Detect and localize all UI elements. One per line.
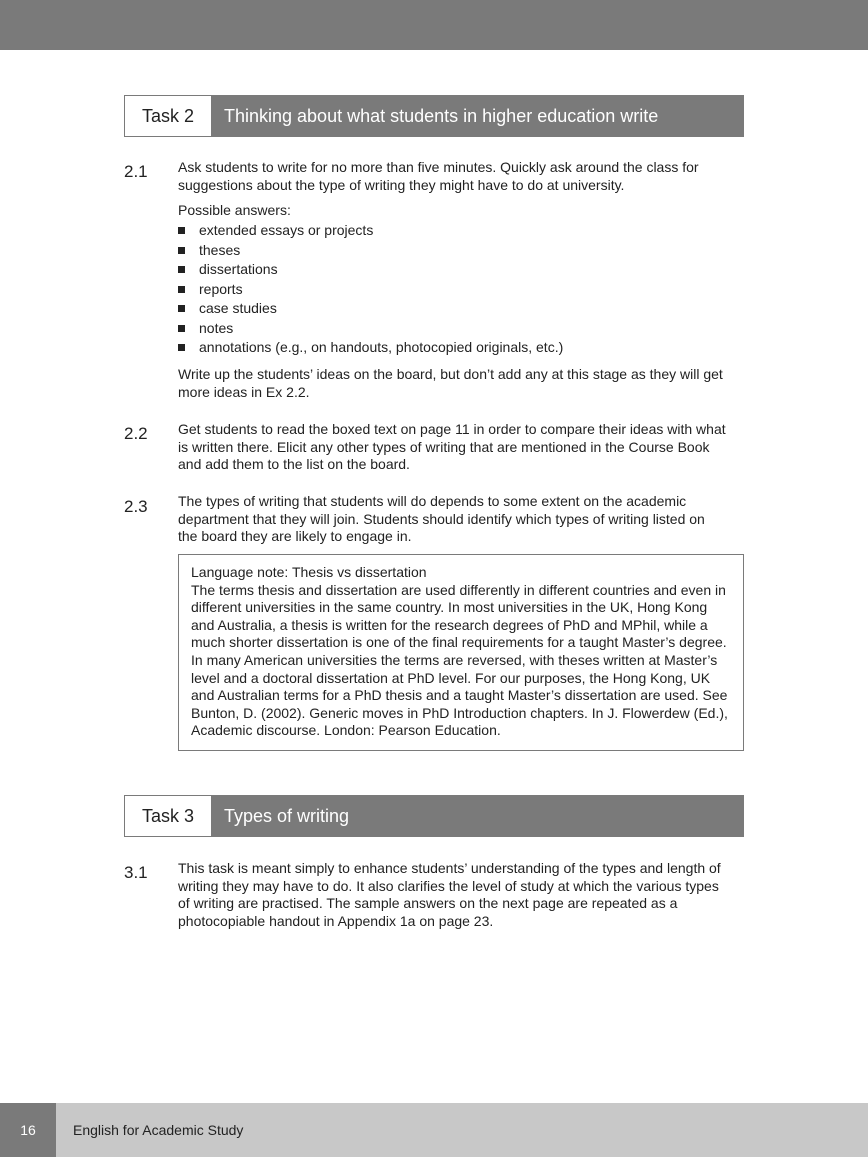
bullet-square-icon [178,247,185,254]
possible-answers-list [178,221,563,358]
page-number: 16 [0,1103,56,1157]
item-3-1-text: This task is meant simply to enhance students’ understanding of the types and length of writing they may have to do. It also clarifies the level of study at which the various types of writing are practised. The sample answers on the next page are repeated as a photocopiable handout in Appendix 1a on page 23. [178,860,721,929]
bullet-square-icon [178,227,185,234]
item-2-1-followup: Write up the students’ ideas on the board, but don’t add any at this stage as they will get more ideas in Ex 2.2. [178,366,723,400]
book-title: English for Academic Study [73,1122,244,1138]
language-note-title: Language note: Thesis vs dissertation [191,564,427,580]
list-item: annotations (e.g., on handouts, photocopied originals, etc.) [178,338,563,358]
item-number-2-2: 2.2 [124,424,148,443]
bullet-square-icon [178,286,185,293]
bullet-square-icon [178,305,185,312]
bullet-square-icon [178,266,185,273]
list-item: theses [178,241,563,261]
item-2-1-text: Ask students to write for no more than five minutes. Quickly ask around the class for suggestions about the type of writing they might have to do at university. [178,159,699,193]
item-number-3-1: 3.1 [124,863,148,882]
list-item: notes [178,319,563,339]
list-item: case studies [178,299,563,319]
task-2-header [124,95,744,137]
item-number-2-1: 2.1 [124,162,148,181]
page-footer [0,1103,868,1157]
top-banner [0,0,868,50]
item-number-2-3: 2.3 [124,497,148,516]
bullet-square-icon [178,344,185,351]
language-note-box [178,554,744,751]
task-2-title: Thinking about what students in higher education write [212,95,744,137]
bullet-square-icon [178,325,185,332]
possible-answers-heading: Possible answers: [178,202,291,218]
task-3-title: Types of writing [212,795,744,837]
language-note-body: The terms thesis and dissertation are used differently in different countries and even in different universities in the same country. In most universities in the UK, Hong Kong and Australia, a thesis is written for the research degrees of PhD and MPhil, while a much shorter dissertation is one of the final requirements for a taught Master’s degree. In many American universities the terms are reversed, with theses written at Master’s level and a doctoral dissertation at PhD level. For our purposes, the Hong Kong, UK and Australian terms for a PhD thesis and a taught Master’s dissertation are used. See Bunton, D. (2002). Generic moves in PhD Introduction chapters. In J. Flowerdew (Ed.), Academic discourse. London: Pearson Education. [191,581,728,739]
task-3-header [124,795,744,837]
item-2-3-text: The types of writing that students will do depends to some extent on the academic department that they will join. Students should identify which types of writing listed on the board they are likely to engage in. [178,493,705,544]
list-item: reports [178,280,563,300]
task-2-label: Task 2 [124,95,212,137]
list-item: dissertations [178,260,563,280]
item-2-2-text: Get students to read the boxed text on page 11 in order to compare their ideas with what is written there. Elicit any other types of writing that are mentioned in the Course Book and add them to the list on the board. [178,421,726,472]
list-item: extended essays or projects [178,221,563,241]
task-3-label: Task 3 [124,795,212,837]
